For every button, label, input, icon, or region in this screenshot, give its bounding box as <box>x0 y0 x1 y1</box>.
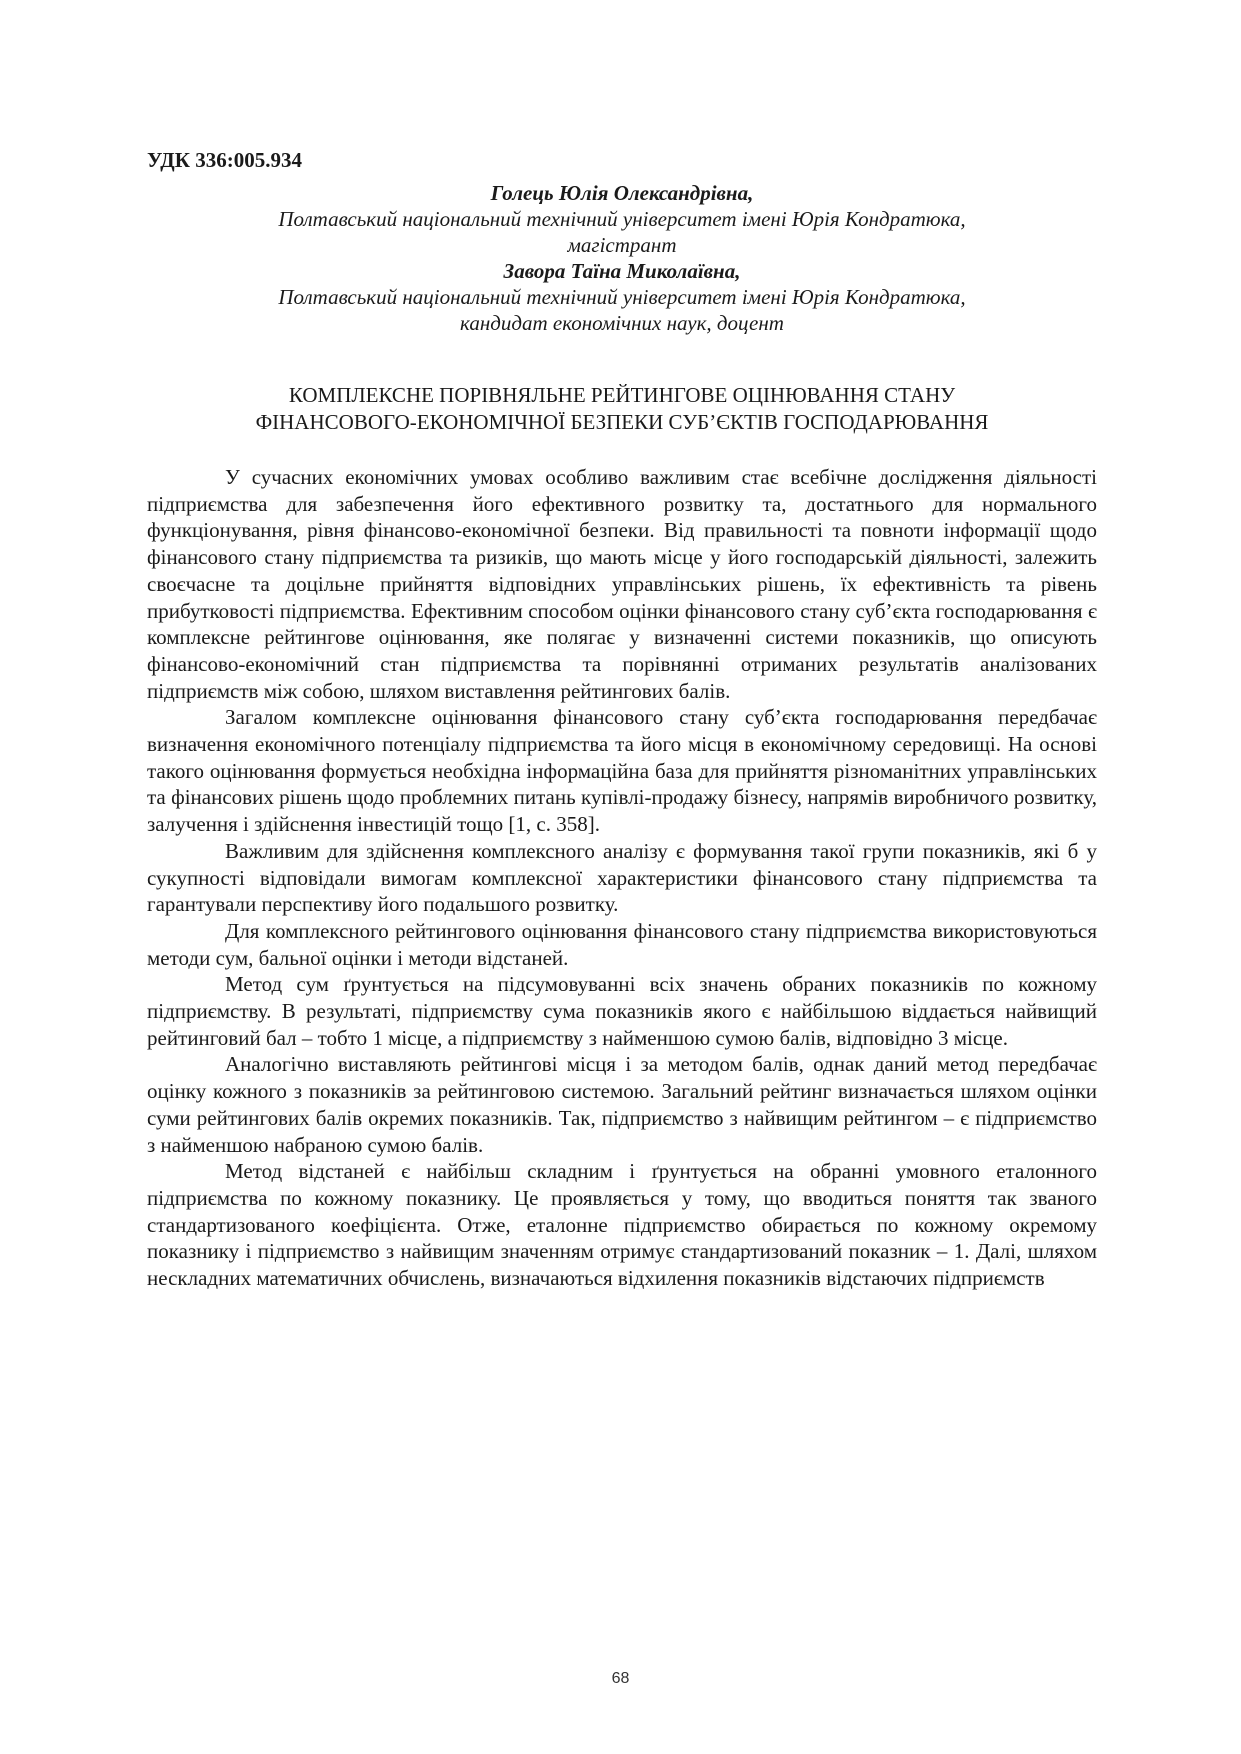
udc-code: УДК 336:005.934 <box>147 148 302 172</box>
author-position: кандидат економічних наук, доцент <box>460 311 784 335</box>
body-paragraph: Для комплексного рейтингового оцінювання фінансового стану підприємства використовуються методи сум, бальної оцінки і методи відстаней. <box>147 918 1097 970</box>
article-title <box>147 382 1097 436</box>
body-paragraph: Аналогічно виставляють рейтингові місця і за методом балів, однак даний метод передбачає оцінку кожного з показників за рейтинговою системою. Загальний рейтинг визначається шляхом оцінки суми рейтингових балів окремих показників. Так, підприємство з найвищим рейтингом – є підприємство з найменшою набраною сумою балів. <box>147 1052 1097 1157</box>
author-affiliation: Полтавський національний технічний університет імені Юрія Кондратюка, <box>278 207 966 231</box>
article-body <box>147 464 1097 1292</box>
page-number: 68 <box>611 1670 630 1687</box>
title-line: ФІНАНСОВОГО-ЕКОНОМІЧНОЇ БЕЗПЕКИ СУБ’ЄКТІВ ГОСПОДАРЮВАННЯ <box>255 410 989 434</box>
body-paragraph: Метод сум ґрунтується на підсумовуванні всіх значень обраних показників по кожному підприємству. В результаті, підприємству сума показників якого є найбільшою віддається найвищий рейтинговий бал – тобто 1 місце, а підприємству з найменшою сумою балів, відповідно 3 місце. <box>147 972 1097 1050</box>
author-affiliation: Полтавський національний технічний університет імені Юрія Кондратюка, <box>278 285 966 309</box>
body-paragraph: Загалом комплексне оцінювання фінансового стану суб’єкта господарювання передбачає визначення економічного потенціалу підприємства та його місця в економічному середовищі. На основі такого оцінювання формується необхідна інформаційна база для прийняття різноманітних управлінських та фінансових рішень щодо проблемних питань купівлі-продажу бізнесу, напрямів виробничого розвитку, залучення і здійснення інвестицій тощо [1, с. 358]. <box>147 705 1097 837</box>
body-paragraph: Важливим для здійснення комплексного аналізу є формування такої групи показників, які б у сукупності відповідали вимогам комплексної характеристики фінансового стану підприємства та гарантували перспективу його подальшого розвитку. <box>147 838 1097 917</box>
authors-block <box>147 180 1097 336</box>
body-paragraph: Метод відстаней є найбільш складним і ґрунтується на обранні умовного еталонного підприємства по кожному показнику. Це проявляється у тому, що вводиться поняття так званого стандартизованого коефіцієнта. Отже, еталонне підприємство обирається по кожному окремому показнику і підприємство з найвищим значенням отримує стандартизований показник – 1. Далі, шляхом нескладних математичних обчислень, визначаються відхилення показників відстаючих підприємств <box>147 1159 1097 1291</box>
author-name: Голець Юлія Олександрівна, <box>490 181 754 205</box>
body-paragraph: У сучасних економічних умовах особливо важливим стає всебічне дослідження діяльності підприємства для забезпечення його ефективного розвитку та, достатнього для нормального функціонування, рівня фінансово-економічної безпеки. Від правильності та повноти інформації щодо фінансового стану підприємства та ризиків, що мають місце у його господарській діяльності, залежить своєчасне та доцільне прийняття відповідних управлінських рішень, їх ефективність та рівень прибутковості підприємства. Ефективним способом оцінки фінансового стану суб’єкта господарювання є комплексне рейтингове оцінювання, яке полягає у визначенні системи показників, що описують фінансово-економічний стан підприємства та порівнянні отриманих результатів аналізованих підприємств між собою, шляхом виставлення рейтингових балів. <box>147 465 1097 703</box>
author-position: магістрант <box>567 233 677 257</box>
title-line: КОМПЛЕКСНЕ ПОРІВНЯЛЬНЕ РЕЙТИНГОВЕ ОЦІНЮВАННЯ СТАНУ <box>288 383 956 407</box>
author-name: Завора Таїна Миколаївна, <box>503 259 741 283</box>
